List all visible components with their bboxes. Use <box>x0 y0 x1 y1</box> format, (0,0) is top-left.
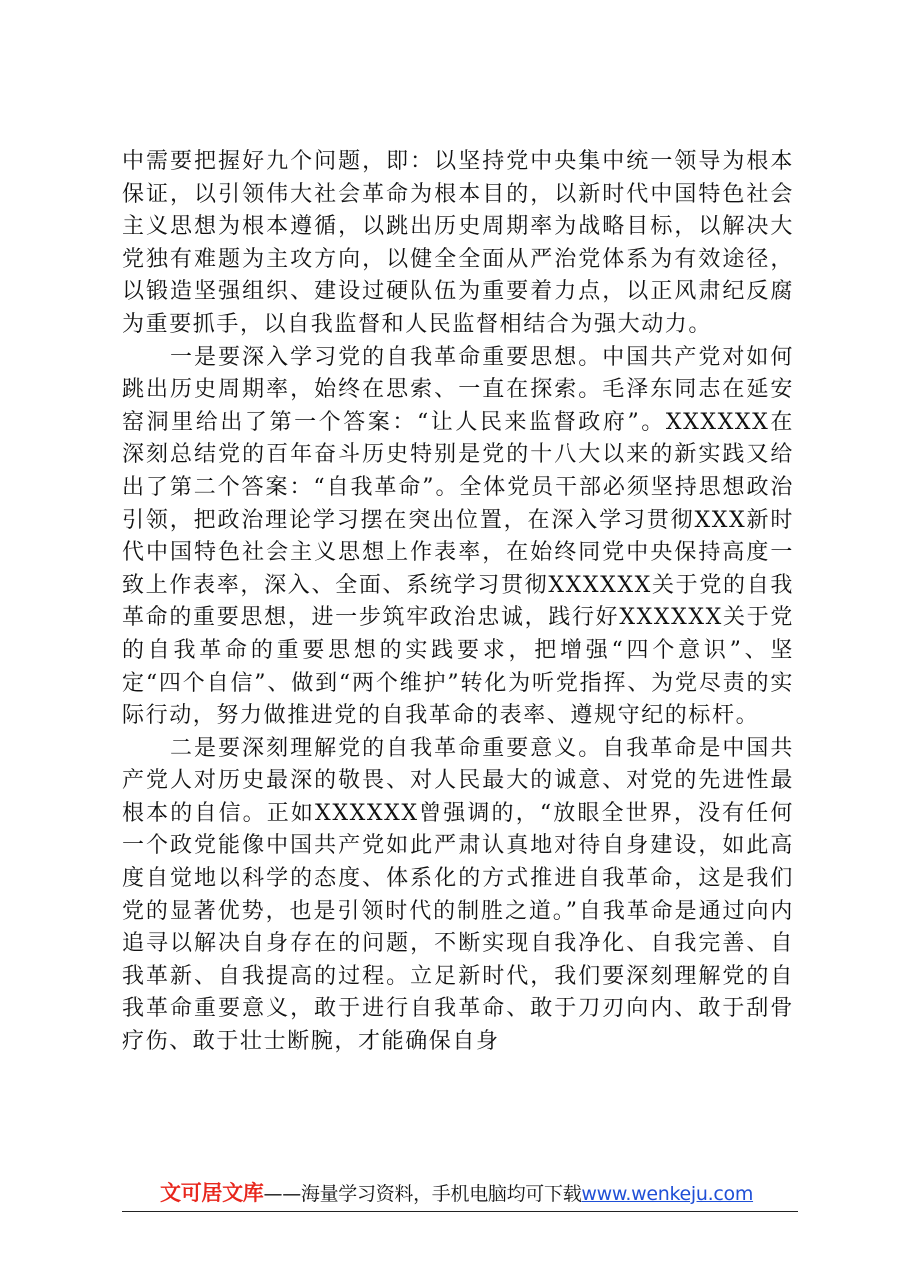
page-footer <box>122 1178 798 1214</box>
footer-slogan: ——海量学习资料，手机电脑均可下载 <box>263 1183 582 1205</box>
document-body <box>122 146 794 1059</box>
paragraph-continuation: 中需要把握好九个问题，即：以坚持党中央集中统一领导为根本保证，以引领伟大社会革命为根本目的，以新时代中国特色社会主义思想为根本遵循，以跳出历史周期率为战略目标，以解决大党独有难题为主攻方向，以健全全面从严治党体系为有效途径，以锻造坚强组织、建设过硬队伍为重要着力点，以正风肃纪反腐为重要抓手，以自我监督和人民监督相结合为强大动力。 <box>122 149 794 337</box>
footer-site-link[interactable]: www.wenkeju.com <box>581 1183 754 1205</box>
footer-banner <box>160 1178 753 1209</box>
paragraph-point-one: 一是要深入学习党的自我革命重要思想。中国共产党对如何跳出历史周期率，始终在思索、一直在探索。毛泽东同志在延安窑洞里给出了第一个答案：“让人民来监督政府”。XXXXXX在深刻总结党的百年奋斗历史特别是党的十八大以来的新实践又给出了第二个答案：“自我革命”。全体党员干部必须坚持思想政治引领，把政治理论学习摆在突出位置，在深入学习贯彻XXX新时代中国特色社会主义思想上作表率，在始终同党中央保持高度一致上作表率，深入、全面、系统学习贯彻XXXXXX关于党的自我革命的重要思想，进一步筑牢政治忠诚，践行好XXXXXX关于党的自我革命的重要思想的实践要求，把增强“四个意识”、坚定“四个自信”、做到“两个维护”转化为听党指挥、为党尽责的实际行动，努力做推进党的自我革命的表率、遵规守纪的标杆。 <box>122 344 794 729</box>
footer-divider <box>122 1211 798 1212</box>
footer-brand: 文可居文库 <box>160 1181 264 1205</box>
paragraph-point-two: 二是要深刻理解党的自我革命重要意义。自我革命是中国共产党人对历史最深的敬畏、对人民最大的诚意、对党的先进性最根本的自信。正如XXXXXX曾强调的，“放眼全世界，没有任何一个政党能像中国共产党如此严肃认真地对待自身建设，如此高度自觉地以科学的态度、体系化的方式推进自我革命，这是我们党的显著优势，也是引领时代的制胜之道。”自我革命是通过向内追寻以解决自身存在的问题，不断实现自我净化、自我完善、自我革新、自我提高的过程。立足新时代，我们要深刻理解党的自我革命重要意义，敢于进行自我革命、敢于刀刃向内、敢于刮骨疗伤、敢于壮士断腕，才能确保自身 <box>122 735 794 1055</box>
